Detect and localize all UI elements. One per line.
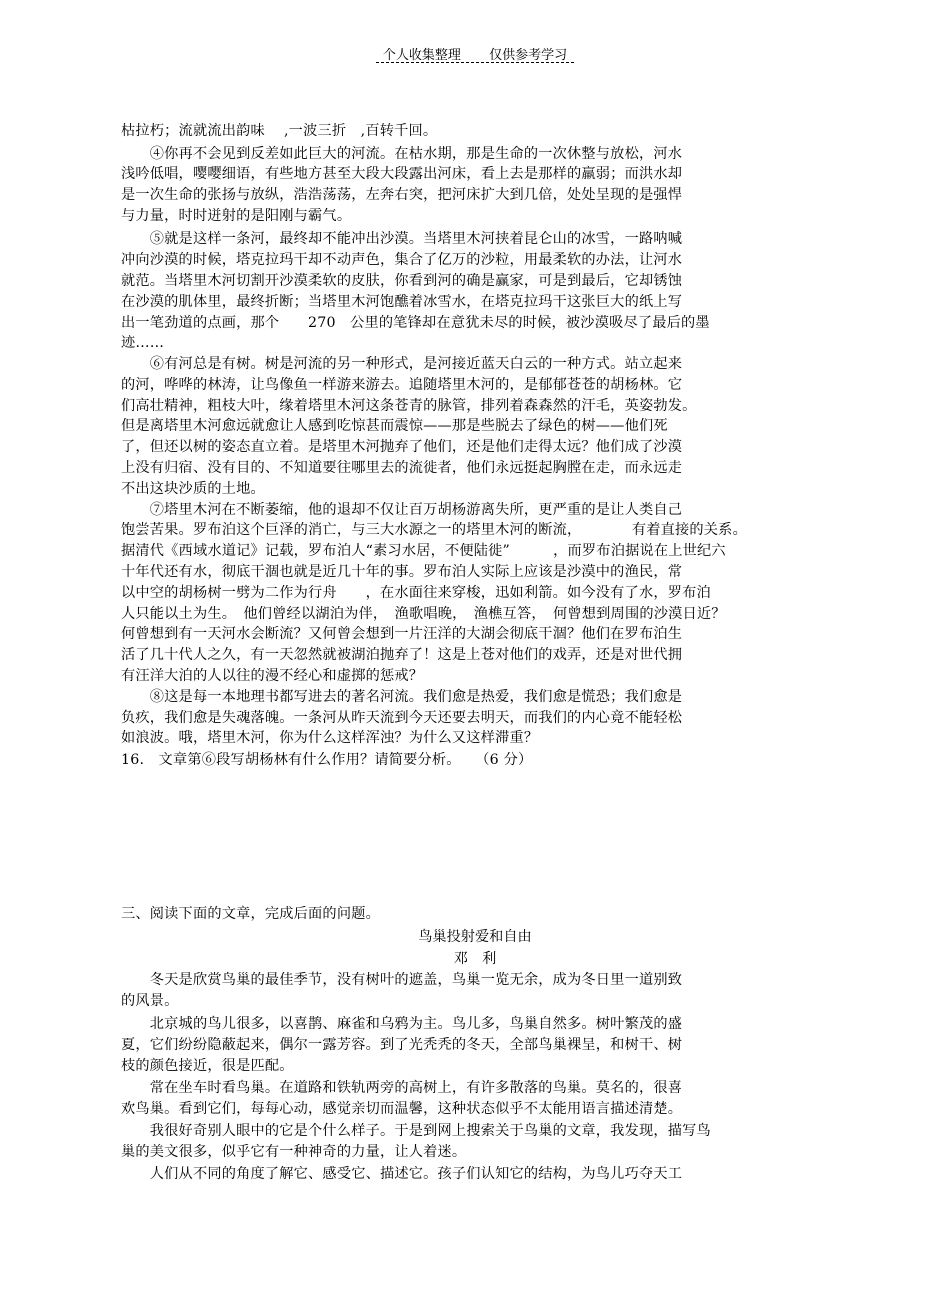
text-line: 常在坐车时看鸟巢。在道路和铁轨两旁的高树上，有许多散落的鸟巢。莫名的，很喜 (121, 1080, 683, 1096)
text-line: 的河，哗哗的林涛，让鸟像鱼一样游来游去。追随塔里木河的，是郁郁苍苍的胡杨林。它 (121, 377, 683, 393)
article-author: 邓 利 (453, 951, 497, 967)
text-line: 冲向沙漠的时候，塔克拉玛干却不动声色，集合了亿万的沙粒，用最柔软的办法，让河水 (121, 252, 683, 268)
text-line: 们高壮精神，粗枝大叶，缘着塔里木河这条苍青的脉管，排列着森森然的汗毛，英姿勃发。 (121, 398, 697, 414)
text-line: 浅吟低唱，嘤嘤细语，有些地方甚至大段大段露出河床，看上去是那样的羸弱；而洪水却 (121, 166, 683, 182)
text-line: ⑧这是每一本地理书都写进去的著名河流。我们愈是热爱，我们愈是慌恐；我们愈是 (121, 689, 683, 705)
header-left-text: 个人收集整理 (382, 48, 461, 63)
question-16: 16. 文章第⑥段写胡杨林有什么作用？请简要分析。 （6 分） (121, 752, 533, 768)
text-line: 十年代还有水，彻底干涸也就是近几十年的事。罗布泊人实际上应该是沙漠中的渔民，常 (121, 564, 683, 580)
text-line: ④你再不会见到反差如此巨大的河流。在枯水期，那是生命的一次休整与放松，河水 (121, 146, 683, 162)
text-line: 不出这块沙质的土地。 (121, 481, 265, 497)
text-line: 夏，它们纷纷隐蔽起来，偶尔一露芳容。到了光秃秃的冬天，全部鸟巢裸呈，和树干、树 (121, 1037, 683, 1053)
text-line: 活了几十代人之久，有一天忽然就被湖泊抛弃了！这是上苍对他们的戏弄，还是对世代拥 (121, 647, 683, 663)
text-line: 何曾想到有一天河水会断流？又何曾会想到一片汪洋的大湖会彻底干涸？他们在罗布泊生 (121, 626, 683, 642)
text-line: 在沙漠的肌体里，最终折断；当塔里木河饱醮着冰雪水，在塔克拉玛干这张巨大的纸上写 (121, 294, 683, 310)
text-line: ⑥有河总是有树。树是河流的另一种形式，是河接近蓝天白云的一种方式。站立起来 (121, 356, 683, 372)
text-line: 人只能以土为生。 他们曾经以湖泊为伴， 渔歌唱晚， 渔樵互答， 何曾想到周围的沙漠日近？ (121, 606, 726, 622)
text-line: 人们从不同的角度了解它、感受它、描述它。孩子们认知它的结构，为鸟儿巧夺天工 (121, 1166, 683, 1182)
header-right-text: 仅供参考学习 (489, 48, 568, 63)
text-line: 巢的美文很多，似乎它有一种神奇的力量，让人着迷。 (121, 1144, 467, 1160)
section-heading: 三、阅读下面的文章，完成后面的问题。 (121, 906, 380, 922)
text-line: 以中空的胡杨树一劈为二作为行舟 ，在水面往来穿梭，迅如利箭。如今没有了水，罗布泊 (121, 585, 711, 601)
text-line: 有汪洋大泊的人以往的漫不经心和虚掷的惩戒？ (121, 668, 424, 684)
text-line: 但是离塔里木河愈远就愈让人感到吃惊甚而震惊——那是些脱去了绿色的树——他们死 (121, 418, 668, 434)
text-line: 出一笔劲道的点画，那个 270 公里的笔锋却在意犹未尽的时候，被沙漠吸尽了最后的墨 (121, 315, 710, 331)
text-line: 上没有归宿、没有目的、不知道要往哪里去的流徙者，他们永远挺起胸膛在走，而永远走 (121, 460, 683, 476)
text-line: ⑦塔里木河在不断萎缩，他的退却不仅让百万胡杨游离失所，更严重的是让人类自己 (121, 502, 683, 518)
header-underline (376, 62, 574, 63)
page-header (0, 44, 950, 63)
text-line: 就范。当塔里木河切割开沙漠柔软的皮肤，你看到河的确是赢家，可是到最后，它却锈蚀 (121, 273, 683, 289)
text-line: 如浪波。哦，塔里木河，你为什么这样浑浊？为什么又这样滞重？ (121, 730, 539, 746)
text-line: 饱尝苦果。罗布泊这个巨泽的消亡，与三大水源之一的塔里木河的断流， 有着直接的关系。 (121, 522, 747, 538)
text-line: 枯拉朽；流就流出韵味 ,一波三折 ,百转千回。 (121, 123, 438, 139)
text-line: 冬天是欣赏鸟巢的最佳季节，没有树叶的遮盖，鸟巢一览无余，成为冬日里一道别致 (121, 972, 683, 988)
article-title: 鸟巢投射爱和自由 (418, 929, 532, 945)
text-line: 的风景。 (121, 993, 179, 1009)
text-line: 据清代《西域水道记》记载，罗布泊人“素习水居，不便陆徙” ，而罗布泊据说在上世纪六 (121, 543, 726, 559)
text-line: 与力量，时时迸射的是阳刚与霸气。 (121, 208, 352, 224)
text-line: 是一次生命的张扬与放纵，浩浩荡荡，左奔右突，把河床扩大到几倍，处处呈现的是强悍 (121, 187, 683, 203)
text-line: 负疚，我们愈是失魂落魄。一条河从昨天流到今天还要去明天，而我们的内心竟不能轻松 (121, 710, 683, 726)
text-line: 迹…… (121, 335, 165, 351)
text-line: 北京城的鸟儿很多，以喜鹊、麻雀和乌鸦为主。鸟儿多，鸟巢自然多。树叶繁茂的盛 (121, 1016, 683, 1032)
text-line: 枝的颜色接近，很是匹配。 (121, 1058, 294, 1074)
text-line: ⑤就是这样一条河，最终却不能冲出沙漠。当塔里木河挟着昆仑山的冰雪，一路呐喊 (121, 231, 683, 247)
text-line: 欢鸟巢。看到它们，每每心动，感觉亲切而温馨，这种状态似乎不太能用语言描述清楚。 (121, 1101, 683, 1117)
text-line: 我很好奇别人眼中的它是个什么样子。于是到网上搜索关于鸟巢的文章，我发现，描写鸟 (121, 1123, 711, 1139)
text-line: 了，但还以树的姿态直立着。是塔里木河抛弃了他们，还是他们走得太远？他们成了沙漠 (121, 439, 683, 455)
